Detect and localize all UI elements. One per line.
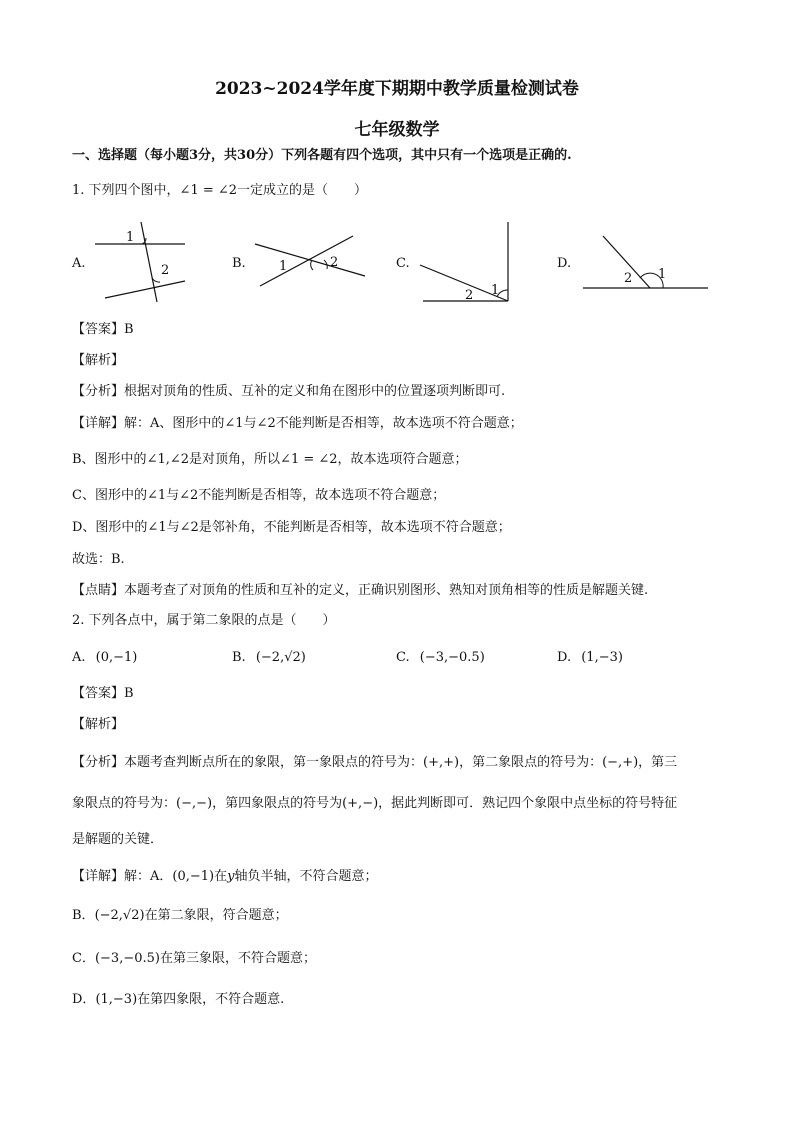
q2-detail-b-text1: B． — [72, 908, 95, 923]
fig-a-angle1: 1 — [126, 230, 135, 245]
q2-option-b-label: B. — [232, 650, 246, 665]
q2-option-d-value: (1,−3) — [581, 650, 623, 665]
q2-option-c-value: (−3,−0.5) — [419, 650, 485, 665]
q1-detail-b-text3: ，故本选项符合题意； — [337, 452, 468, 467]
fig-b-line2 — [260, 236, 353, 286]
fig-a-angle2: 2 — [161, 263, 170, 278]
q2-option-a-label: A. — [72, 650, 86, 665]
fig-d-label: D. — [557, 256, 572, 271]
q1-detail-b-text1: B、图形中的 — [72, 452, 147, 467]
q2-analysis-label: 【解析】 — [72, 717, 125, 732]
q2-fenxi-text1: 【分析】本题考查判断点所在的象限，第一象限点的符号为： — [72, 755, 424, 770]
q2-fenxi-line2 — [72, 796, 677, 812]
q2-detail-c-text2: 在第三象限，不符合题意； — [159, 951, 316, 966]
fig-a-diagram — [85, 218, 195, 308]
q1-dianjing: 【点睛】本题考查了对顶角的性质和互补的定义，正确识别图形、熟知对顶角相等的性质是解题关键. — [72, 583, 649, 598]
q2-option-d — [557, 650, 623, 666]
q2-answer: 【答案】B — [72, 686, 134, 701]
fig-b-angle1: 1 — [279, 259, 288, 274]
q2-detail-c-math: (−3,−0.5) — [94, 951, 160, 966]
q1-answer: 【答案】B — [72, 322, 134, 337]
exam-subtitle: 七年级数学 — [354, 120, 440, 140]
q2-detail-a-y: y — [227, 869, 235, 884]
q2-option-b-value: (−2,√2) — [255, 650, 306, 665]
q1-detail-b-math1: ∠1,∠2 — [146, 452, 190, 467]
q2-detail-d-math: (1,−3) — [95, 992, 138, 1007]
q1-detail-b-math2: ∠1 = ∠2 — [280, 452, 338, 467]
q1-detail-b — [72, 452, 468, 468]
fig-d-diagram — [578, 230, 713, 294]
q1-stem — [72, 183, 367, 199]
q1-detail-a: 【详解】解：A、图形中的∠1与∠2不能判断是否相等，故本选项不符合题意； — [72, 416, 523, 431]
q2-option-d-label: D. — [557, 650, 572, 665]
q2-fenxi-math4: (+,−) — [342, 796, 379, 811]
fig-b-angle2: 2 — [330, 255, 339, 270]
q2-detail-a — [72, 869, 378, 885]
q1-fenxi: 【分析】根据对顶角的性质、互补的定义和角在图形中的位置逐项判断即可. — [72, 384, 506, 399]
q2-fenxi-line1 — [72, 755, 677, 771]
q2-detail-b-text2: 在第二象限，符合题意； — [144, 908, 288, 923]
q2-detail-a-text3: 轴负半轴，不符合题意； — [234, 869, 378, 884]
fig-c-angle1: 1 — [491, 283, 500, 298]
q2-option-c — [396, 650, 485, 666]
fig-a-line-bottom — [105, 281, 185, 298]
q2-fenxi-text6: ，据此判断即可．熟记四个象限中点坐标的符号特征 — [378, 796, 678, 811]
q1-stem-math: ∠1 = ∠2 — [179, 183, 238, 198]
fig-c-label: C. — [396, 256, 410, 271]
q2-fenxi-math2: (−,+) — [602, 755, 639, 770]
q2-option-c-label: C. — [396, 650, 410, 665]
q2-detail-c-text1: C． — [72, 951, 95, 966]
q1-choose: 故选：B. — [72, 552, 125, 567]
q2-fenxi-math3: (−,−) — [176, 796, 213, 811]
fig-c-angle2: 2 — [465, 288, 474, 303]
q1-detail-b-text2: 是对顶角，所以 — [189, 452, 281, 467]
q2-fenxi-text5: ，第四象限点的符号为 — [212, 796, 343, 811]
q2-fenxi-line3: 是解题的关键． — [72, 832, 164, 847]
q2-detail-b — [72, 908, 288, 924]
q2-option-b — [232, 650, 306, 666]
q2-detail-c — [72, 951, 316, 967]
exam-title: 2023~2024学年度下期期中教学质量检测试卷 — [215, 79, 579, 99]
q2-fenxi-text3: ，第三 — [638, 755, 678, 770]
q2-option-a — [72, 650, 137, 666]
fig-d-angle1: 1 — [658, 267, 667, 282]
q2-option-a-value: (0,−1) — [95, 650, 138, 665]
q1-stem-suffix: 一定成立的是（ ） — [237, 183, 368, 198]
fig-b-line1 — [255, 244, 365, 276]
q2-fenxi-text4: 象限点的符号为： — [72, 796, 177, 811]
fig-b-arc1 — [311, 260, 313, 270]
section-heading: 一、选择题（每小题3分，共30分）下列各题有四个选项，其中只有一个选项是正确的. — [72, 148, 572, 163]
fig-c-diagram — [415, 218, 525, 308]
fig-a-label: A. — [72, 256, 86, 271]
q2-detail-a-text2: 在 — [214, 869, 228, 884]
q1-stem-prefix: 1. 下列四个图中， — [72, 183, 180, 198]
q1-detail-d: D、图形中的∠1与∠2是邻补角，不能判断是否相等，故本选项不符合题意； — [72, 520, 511, 535]
fig-d-angle2: 2 — [624, 271, 633, 286]
fig-b-diagram — [250, 230, 370, 294]
q2-detail-a-math: (0,−1) — [172, 869, 215, 884]
q2-fenxi-text2: ，第二象限点的符号为： — [459, 755, 603, 770]
fig-b-label: B. — [232, 256, 246, 271]
q2-detail-a-text1: 【详解】解：A． — [72, 869, 173, 884]
q2-detail-d-text1: D． — [72, 992, 96, 1007]
q2-detail-d-text2: 在第四象限，不符合题意. — [137, 992, 285, 1007]
q1-detail-c: C、图形中的∠1与∠2不能判断是否相等，故本选项不符合题意； — [72, 488, 446, 503]
q1-analysis-label: 【解析】 — [72, 353, 125, 368]
q2-detail-b-math: (−2,√2) — [94, 908, 145, 923]
q2-detail-d — [72, 992, 284, 1008]
q2-stem: 2. 下列各点中，属于第二象限的点是（ ） — [72, 613, 336, 628]
q2-fenxi-math1: (+,+) — [423, 755, 460, 770]
